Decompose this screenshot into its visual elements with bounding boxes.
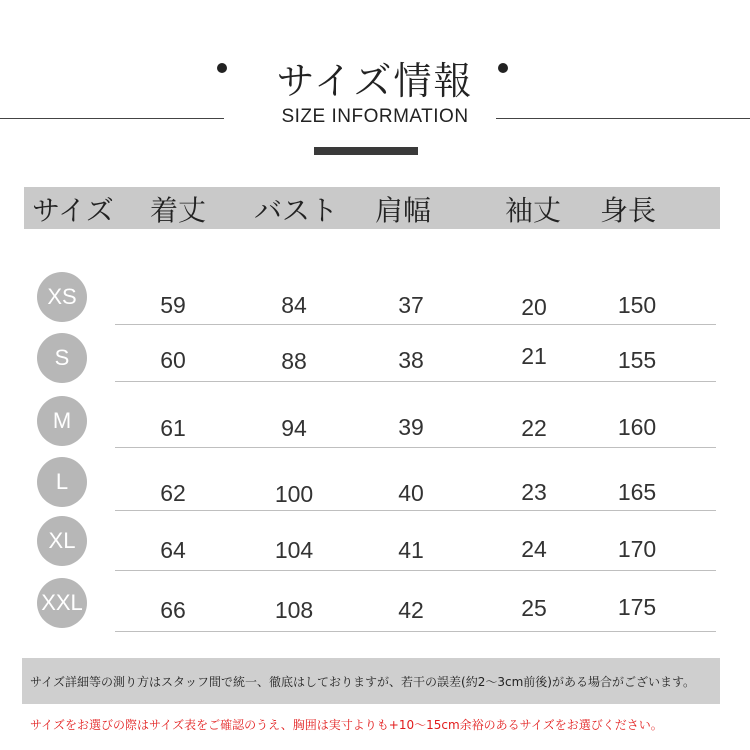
- cell-length: 60: [160, 347, 186, 373]
- cell-height: 160: [617, 414, 657, 440]
- row-divider: [115, 510, 716, 511]
- cell-length: 59: [160, 292, 186, 318]
- cell-shoulder: 38: [398, 347, 424, 373]
- cell-shoulder: 37: [398, 292, 424, 318]
- cell-shoulder: 41: [398, 537, 424, 563]
- page-title: サイズ情報: [276, 59, 474, 103]
- cell-height: 155: [617, 347, 657, 373]
- size-badge-s: S: [37, 333, 87, 383]
- cell-length: 61: [160, 415, 186, 441]
- page-subtitle: SIZE INFORMATION: [281, 106, 469, 127]
- cell-length: 66: [160, 597, 186, 623]
- column-header-bust: バスト: [254, 194, 339, 227]
- column-header-length: 着丈: [150, 194, 207, 227]
- column-header-shoulder: 肩幅: [375, 194, 432, 227]
- cell-height: 175: [617, 594, 657, 620]
- cell-shoulder: 39: [398, 414, 424, 440]
- cell-bust: 88: [281, 348, 307, 374]
- cell-bust: 84: [281, 292, 307, 318]
- row-divider: [115, 631, 716, 632]
- size-badge-xl: XL: [37, 516, 87, 566]
- cell-height: 170: [617, 536, 657, 562]
- cell-height: 150: [617, 292, 657, 318]
- cell-shoulder: 42: [398, 597, 424, 623]
- title-dot-right: [498, 63, 508, 73]
- column-header-size: サイズ: [32, 194, 114, 227]
- row-divider: [115, 447, 716, 448]
- cell-sleeve: 25: [521, 595, 547, 621]
- cell-bust: 108: [274, 597, 314, 623]
- cell-height: 165: [617, 479, 657, 505]
- size-badge-l: L: [37, 457, 87, 507]
- cell-bust: 104: [274, 537, 314, 563]
- cell-sleeve: 20: [521, 294, 547, 320]
- title-underline-bar: [314, 147, 418, 155]
- cell-sleeve: 23: [521, 479, 547, 505]
- row-divider: [115, 324, 716, 325]
- cell-length: 64: [160, 537, 186, 563]
- size-badge-m: M: [37, 396, 87, 446]
- size-warning-note: サイズをお選びの際はサイズ表をご確認のうえ、胸囲は実寸よりも+10～15cm余裕のあるサイズをお選びください。: [30, 718, 663, 732]
- cell-sleeve: 22: [521, 415, 547, 441]
- column-header-sleeve: 袖丈: [505, 194, 562, 227]
- cell-shoulder: 40: [398, 480, 424, 506]
- size-badge-xs: XS: [37, 272, 87, 322]
- row-divider: [115, 381, 716, 382]
- cell-sleeve: 24: [521, 536, 547, 562]
- cell-sleeve: 21: [521, 343, 547, 369]
- measurement-note: サイズ詳細等の測り方はスタッフ間で統一、徹底はしておりますが、若干の誤差(約2～3cm前後)がある場合がございます。: [22, 658, 720, 704]
- divider-right: [496, 118, 750, 119]
- size-badge-xxl: XXL: [37, 578, 87, 628]
- cell-bust: 94: [281, 415, 307, 441]
- column-header-height: 身長: [600, 194, 657, 227]
- cell-length: 62: [160, 480, 186, 506]
- row-divider: [115, 570, 716, 571]
- cell-bust: 100: [274, 481, 314, 507]
